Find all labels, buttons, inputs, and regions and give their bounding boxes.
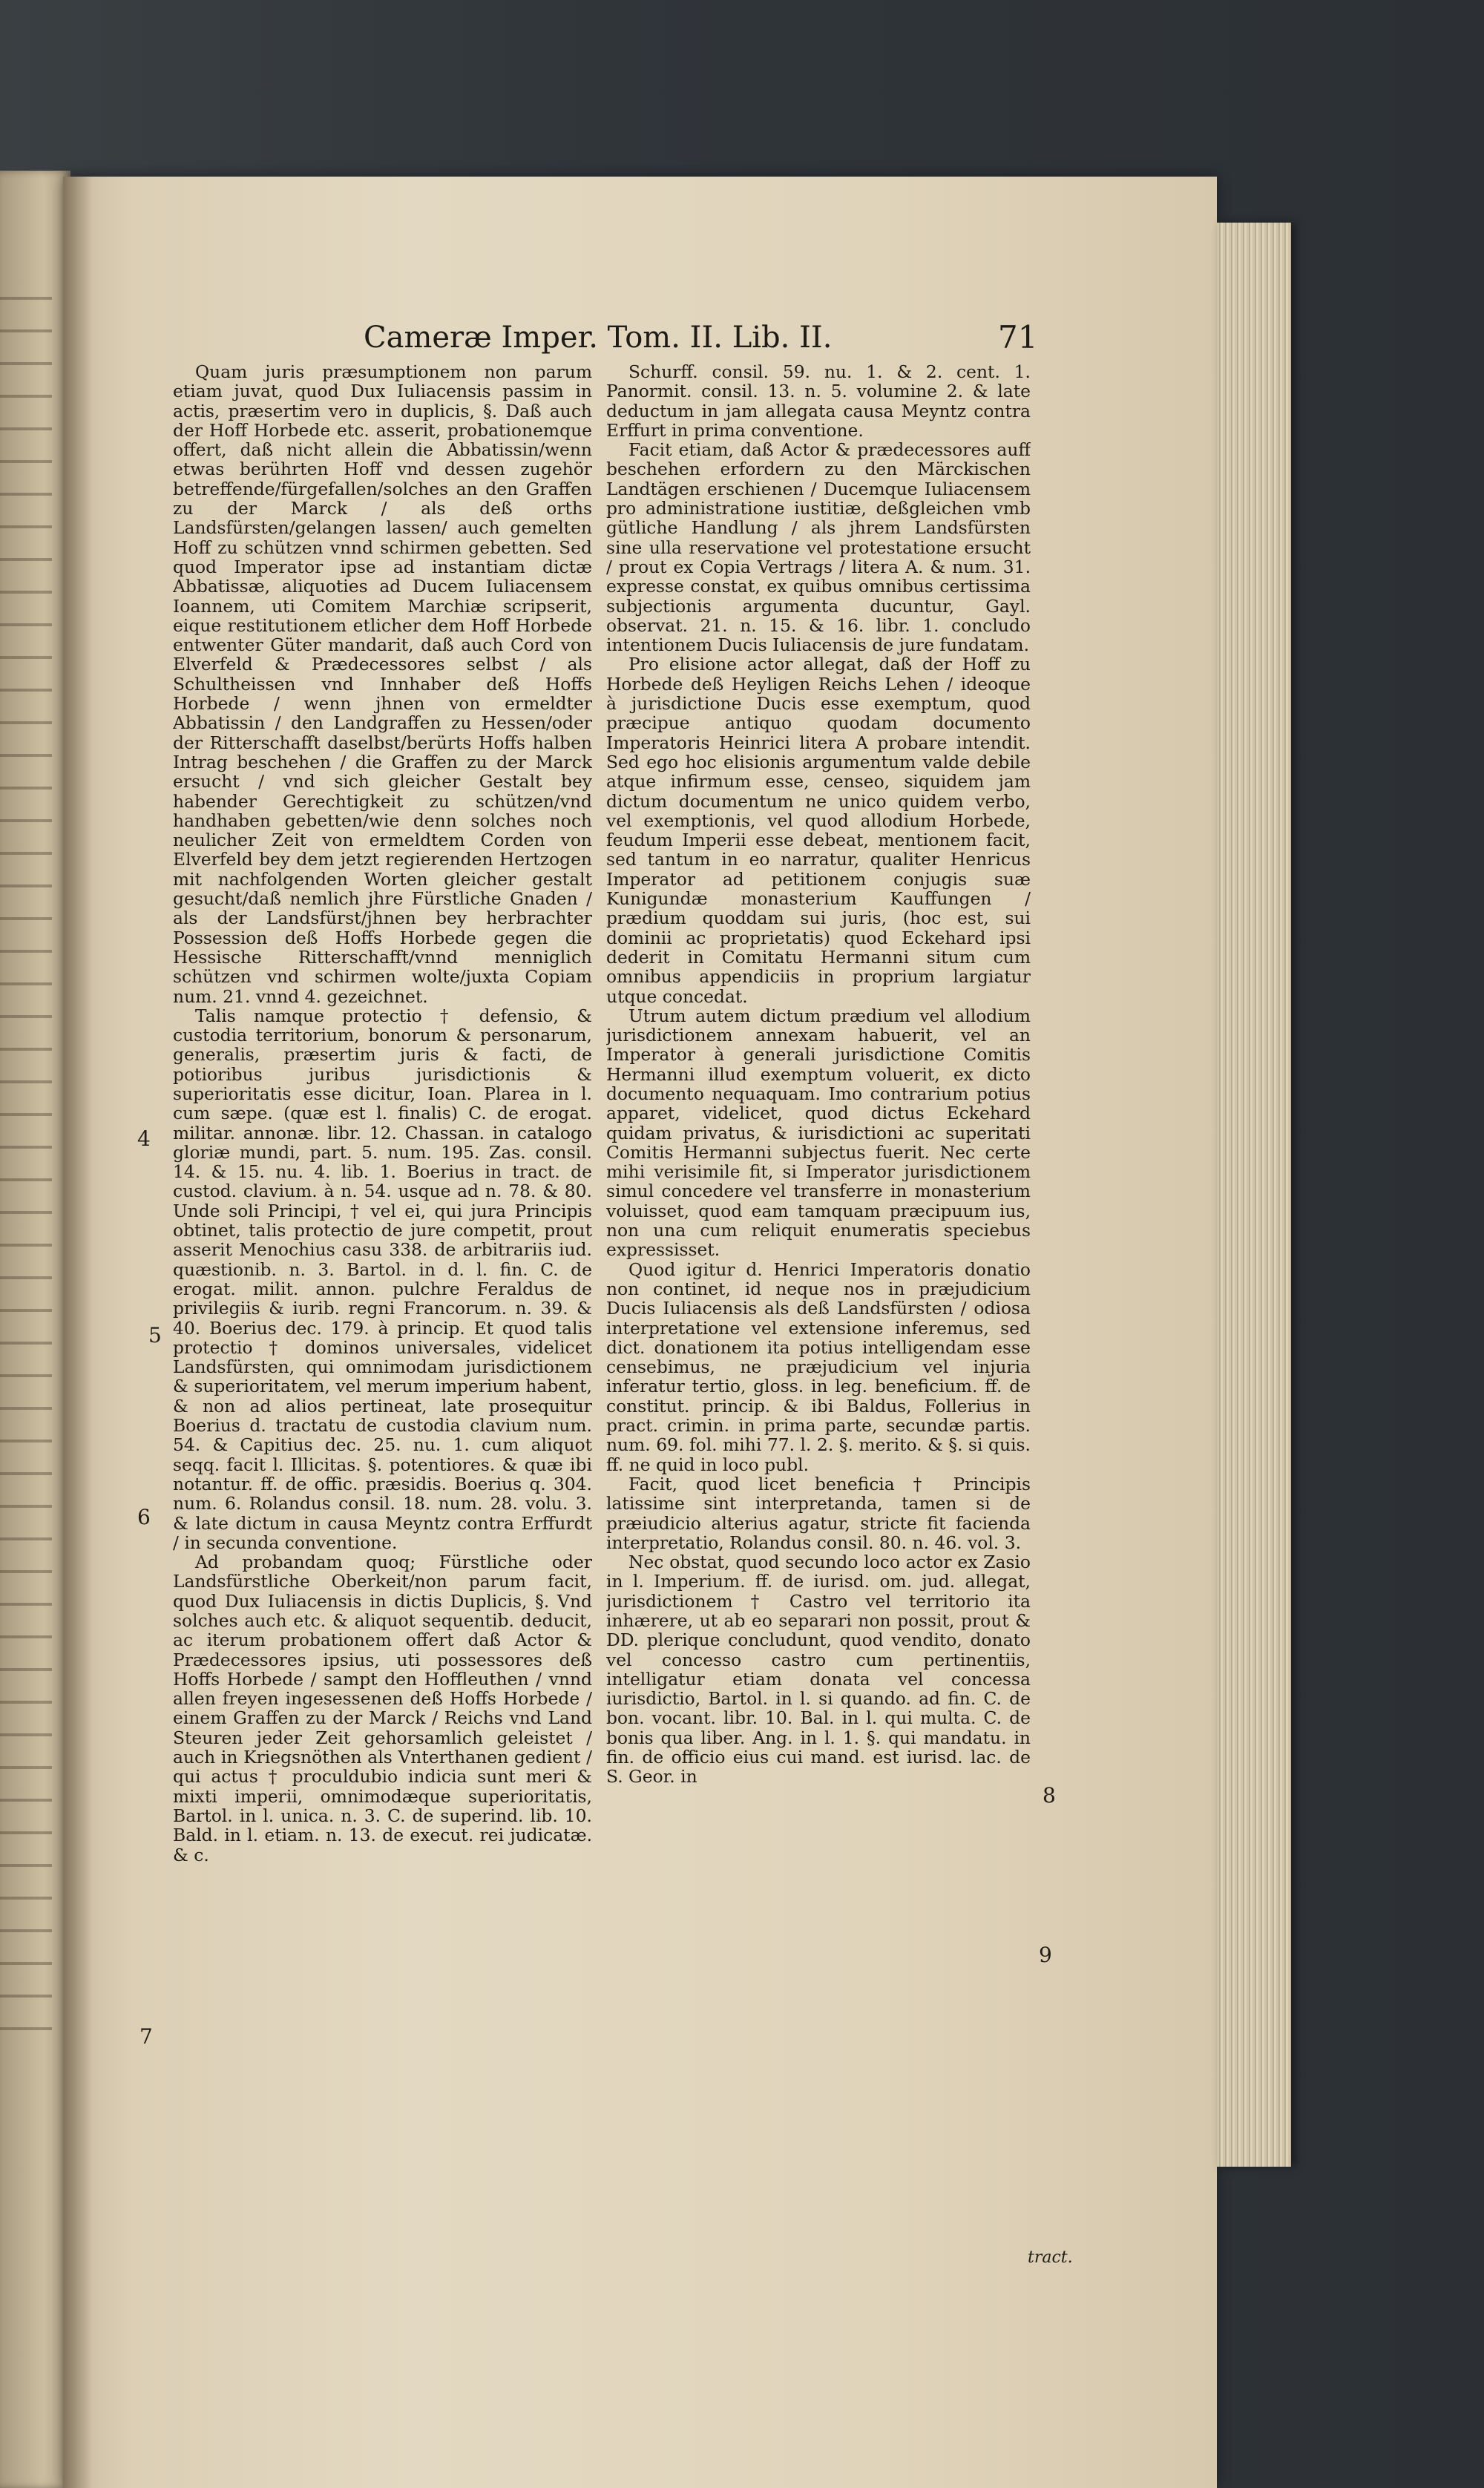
paragraph: Schurff. consil. 59. nu. 1. & 2. cent. 1. Panormit. consil. 13. n. 5. volumine 2. & late deductum in jam allegata causa Meyntz contra Erffurt in prima conventione. [606, 362, 1031, 441]
left-column [173, 362, 592, 2262]
page-number: 71 [998, 319, 1038, 355]
paragraph: Facit etiam, daß Actor & prædecessores auff beschehen erfordern zu den Märckischen Landtägen erschienen / Ducemque Iuliacensem pro administratione iustitiæ, deßgleichen vmb gütliche Handlung / als jhrem Landsfürsten sine ulla reservatione vel protestatione ersucht / prout ex Copia Vertrags / litera A. & num. 31. expresse constat, ex quibus omnibus certissima subjectionis argumenta ducuntur, Gayl. observat. 21. n. 15. & 16. libr. 1. concludo intentionem Ducis Iuliacensis de jure fundatam. [606, 439, 1031, 656]
page-gutter-shadow [63, 177, 93, 2488]
margin-number: 9 [1039, 1943, 1052, 1967]
right-column [606, 362, 1031, 2262]
page-fore-edge [1217, 223, 1291, 2167]
paragraph: Ad probandam quoq; Fürstliche oder Landsfürstliche Oberkeit/non parum facit, quod Dux Iuliacensis in dictis Duplicis, §. Vnd solches auch etc. & aliquot sequentib. deducit, ac iterum probationem offert daß Actor & Prædecessores ipsius, uti possessores deß Hoffs Horbede / sampt den Hoffleuthen / vnnd allen freyen ingesessenen deß Hoffs Horbede / einem Graffen zu der Marck / Reichs vnd Land Steuren jeder Zeit gehorsamlich geleistet / auch in Kriegsnöthen als Vnterthanen gedient / qui actus † proculdubio indicia sunt meri & mixti imperii, omnimodæque superioritatis, Bartol. in l. unica. n. 3. C. de superind. lib. 10. Bald. in l. etiam. n. 13. de execut. rei judicatæ. & c. [173, 1552, 592, 1865]
paragraph: Quod igitur d. Henrici Imperatoris donatio non continet, id neque nos in præjudicium Ducis Iuliacensis als deß Landsfürsten / odiosa interpretatione vel extensione inferemus, sed dict. donationem ita potius intelligendam esse censebimus, ne præjudicium vel injuria inferatur tertio, gloss. in leg. beneficium. ff. de constitut. princip. & ibi Baldus, Follerius in pract. crimin. in prima parte, secundæ partis. num. 69. fol. mihi 77. l. 2. §. merito. & §. si quis. ff. ne quid in loco publ. [606, 1258, 1031, 1475]
paragraph: Quam juris præsumptionem non parum etiam juvat, quod Dux Iuliacensis passim in actis, præsertim vero in duplicis, §. Daß auch der Hoff Horbede etc. asserit, probationemque offert, daß nicht allein die Abbatissin/wenn etwas berührten Hoff vnd dessen zugehör betreffende/fürgefallen/solches an den Graffen zu der Marck / als deß orths Landsfürsten/gelangen lassen/ auch gemelten Hoff zu schützen vnnd schirmen gebetten. Sed quod Imperator ipse ad instantiam dictæ Abbatissæ, aliquoties ad Ducem Iuliacensem Ioannem, uti Comitem Marchiæ scripserit, eique restitutionem etlicher dem Hoff Horbede entwenter Güter mandarit, daß auch Cord von Elverfeld & Prædecessores selbst / als Schultheissen vnd Innhaber deß Hoffs Horbede / wenn jhnen von ermeldter Abbatissin / den Landgraffen zu Hessen/oder der Ritterschafft daselbst/berürts Hoffs halben Intrag beschehen / die Graffen zu der Marck ersucht / vnd sich gleicher Gestalt bey habender Gerechtigkeit zu schützen/vnd handhaben gebetten/wie denn solches noch neulicher Zeit von ermeldtem Corden von Elverfeld bey dem jetzt regierenden Hertzogen mit nachfolgenden Worten gleicher gestalt gesucht/daß nemlich jhre Fürstliche Gnaden / als der Landsfürst/jhnen bey herbrachter Possession deß Hoffs Horbede gegen die Hessische Ritterschafft/vnnd menniglich schützen vnd schirmen wolte/juxta Copiam num. 21. vnnd 4. gezeichnet. [173, 362, 592, 1007]
paragraph: Talis namque protectio † defensio, & custodia territorium, bonorum & personarum, generalis, præsertim juris & facti, de potioribus juribus jurisdictionis & superioritatis esse dicitur, Ioan. Plarea in l. cum sæpe. (quæ est l. finalis) C. de erogat. militar. annonæ. libr. 12. Chassan. in catalogo gloriæ mundi, part. 5. num. 195. Zas. consil. 14. & 15. nu. 4. lib. 1. Boerius in tract. de custod. clavium. à n. 54. usque ad n. 78. & 80. Unde soli Principi, † vel ei, qui jura Principis obtinet, talis protectio de jure competit, prout asserit Menochius casu 338. de arbitrariis iud. quæstionib. n. 3. Bartol. in d. l. fin. C. de erogat. milit. annon. pulchre Feraldus de privilegiis & iurib. regni Francorum. n. 39. & 40. Boerius dec. 179. à princip. Et quod talis protectio † dominos universales, videlicet Landsfürsten, qui omnimodam jurisdictionem & superioritatem, vel merum imperium habent, & non ad alios pertineat, late prosequitur Boerius d. tractatu de custodia clavium num. 54. & Capitius dec. 25. nu. 1. cum aliquot seqq. facit l. Illicitas. §. potentiores. & quæ ibi notantur. ff. de offic. præsidis. Boerius q. 304. num. 6. Rolandus consil. 18. num. 28. volu. 3. & late dictum in causa Meyntz contra Erffurdt / in secunda conventione. [173, 1005, 592, 1553]
paragraph: Pro elisione actor allegat, daß der Hoff zu Horbede deß Heyligen Reichs Lehen / ideoque à jurisdictione Ducis esse exemptum, quod præcipue antiquo quodam documento Imperatoris Heinrici litera A probare intendit. Sed ego hoc elisionis argumentum valde debile atque infirmum esse, censeo, siquidem jam dictum documentum ne unico quidem verbo, vel exemptionis, vel quod allodium Horbede, feudum Imperii esse debeat, mentionem facit, sed tantum in eo narratur, qualiter Henricus Imperator ad petitionem conjugis suæ Kunigundæ monasterium Kauffungen / prædium quoddam sui juris, (hoc est, sui dominii ac proprietatis) quod Eckehard ipsi dederit in Comitatu Hermanni situm cum omnibus appendiciis in proprium largiatur utque concedat. [606, 654, 1031, 1007]
margin-number: 8 [1043, 1783, 1056, 1808]
running-head: Cameræ Imper. Tom. II. Lib. II. [364, 321, 833, 355]
facing-page-text-lines [0, 267, 52, 2048]
catchword: tract. [1028, 2248, 1073, 2267]
paragraph: Utrum autem dictum prædium vel allodium jurisdictionem annexam habuerit, vel an Imperator à generali jurisdictione Comitis Hermanni illud exemptum voluerit, ex dicto documento nequaquam. Imo contrarium potius apparet, videlicet, quod dictus Eckehard quidam privatus, & iurisdictioni ac superitati Comitis Hermanni subjectus fuerit. Nec certe mihi verisimile fit, si Imperator jurisdictionem simul concedere vel transferre in monasterium voluisset, quod eam tamquam præcipuum ius, non una cum reliquit enumeratis speciebus expressisset. [606, 1005, 1031, 1261]
margin-number: 4 [137, 1126, 151, 1151]
margin-number: 5 [148, 1323, 162, 1348]
margin-number: 7 [139, 2024, 153, 2049]
paragraph: Nec obstat, quod secundo loco actor ex Zasio in l. Imperium. ff. de iurisd. om. jud. allegat, jurisdictionem † Castro vel territorio ita inhærere, ut ab eo separari non possit, prout & DD. plerique concludunt, quod vendito, donato vel concesso castro cum pertinentiis, intelligatur etiam donata vel concessa iurisdictio, Bartol. in l. si quando. ad fin. C. de bon. vocant. libr. 10. Bal. in l. qui multa. C. de bonis qua liber. Ang. in l. 1. §. qui mandatu. in fin. de officio eius cui mand. est iurisd. lac. de S. Geor. in [606, 1552, 1031, 1788]
paragraph: Facit, quod licet beneficia † Principis latissime sint interpretanda, tamen si de præiudicio alterius agatur, stricte fit facienda interpretatio, Rolandus consil. 80. n. 46. vol. 3. [606, 1473, 1031, 1553]
margin-number: 6 [137, 1505, 151, 1529]
